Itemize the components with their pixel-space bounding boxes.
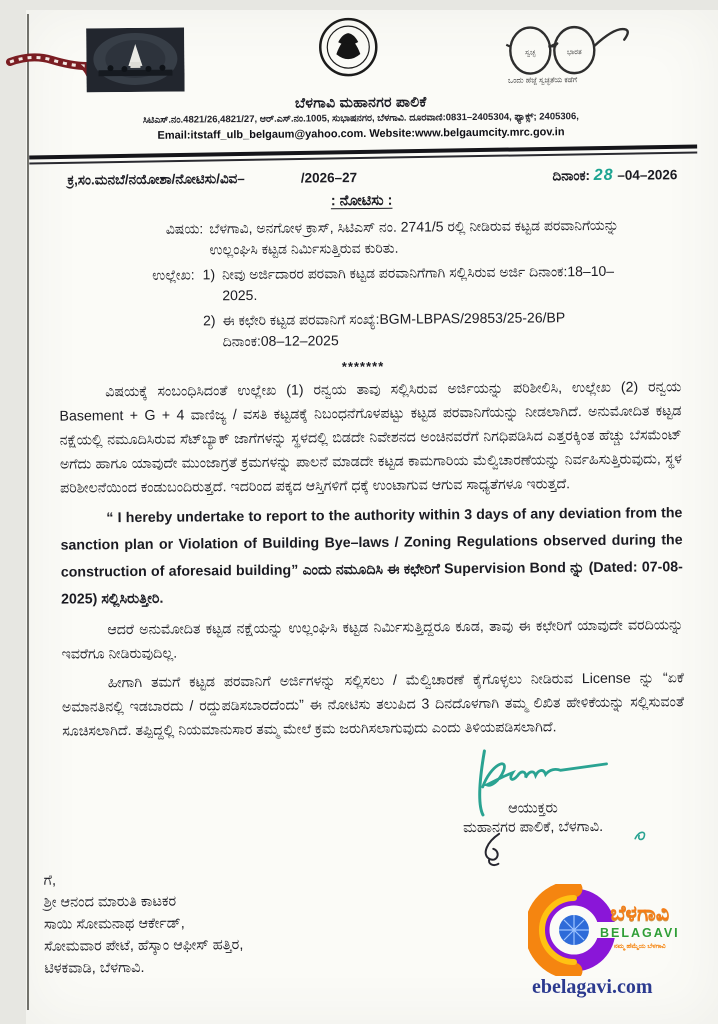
swachh-lens-right-label: ಭಾರತ [566,49,582,57]
body-paragraph-1: ವಿಷಯಕ್ಕೆ ಸಂಬಂಧಿಸಿದಂತೆ ಉಲ್ಲೇಖ (1) ರನ್ವಯ ತಾವು ಸಲ್ಲಿಸಿರುವ ಅರ್ಜಿಯನ್ನು ಪರಿಶೀಲಿಸಿ, ಉಲ್ಲೇಖ (2) ರನ್ವಯ Basement + G + 4 ವಾಣಿಜ್ಯ / ವಸತಿ ಕಟ್ಟಡಕ್ಕೆ ನಿಬಂಧನೆಗೊಳಪಟ್ಟು ಕಟ್ಟಡ ಪರವಾನಿಗೆಯನ್ನು ನೀಡಲಾಗಿದೆ. ಅನುಮೋದಿತ ಕಟ್ಟಡ ನಕ್ಷೆಯಲ್ಲಿ ನಮೂದಿಸಿರುವ ಸೆಟ್‌ಬ್ಯಾಕ್ ಜಾಗೆಗಳನ್ನು ಸ್ಥಳದಲ್ಲಿ ಬಿಡದೇ ನಿವೇಶನದ ಅಂಚಿನವರೆಗೆ ನಿಗಧಿಪಡಿಸಿದ ಎತ್ತರಕ್ಕಿಂತ ಹೆಚ್ಚು ಬೆಸಮೆಂಟ್ ಅಗೆದು ಹಾಗೂ ಯಾವುದೇ ಮುಂಜಾಗ್ರತೆ ಕ್ರಮಗಳನ್ನು ಪಾಲನೆ ಮಾಡದೇ ಕಟ್ಟಡ ಕಾಮಗಾರಿಯ ಮೆಲ್ವಿಚಾರಣೆಯನ್ನು ನಿರ್ವಹಿಸುತ್ತಿರುವುದು, ಸ್ಥಳ ಪರಿಶೀಲನೆಯಿಂದ ಕಂಡುಬಂದಿರುತ್ತದೆ. ಇದರಿಂದ ಪಕ್ಕದ ಆಸ್ತಿಗಳಿಗೆ ಧಕ್ಕೆ ಉಂಟಾಗುವ ಆಗುವ ಸಾಧ್ಯತೆಗಳೂ ಇರುತ್ತದೆ. [59,379,682,497]
reference-item-number: 1) [202,266,216,283]
addressee-line: ಟಿಳಕವಾಡಿ, ಬೆಳಗಾವಿ. [44,959,145,977]
addressee-line: ಸೋಮವಾರ ಪೇಟೆ, ಹೆಸ್ಕಾಂ ಆಫೀಸ್ ಹತ್ತಿರ, [44,937,244,955]
watermark-tagline: ನಮ್ಮ ಹೆಮ್ಮೆಯ ಬೆಳಗಾವಿ [614,943,666,950]
addressee-line: ಸಾಯಿ ಸೋಮನಾಥ ಆರ್ಕೇಡ್, [43,915,185,933]
org-address-line: ಸಿಟಿಎಸ್.ನಂ.4821/26,4821/27, ಆರ್.ಎಸ್.ನಂ.1005, ಸುಭಾಷನಗರ, ಬೆಳಗಾವಿ. ದೂರವಾಣಿ:0831–2405304, ಫ್ಯಾಕ್ಸ್; 2405306, [142,111,579,126]
watermark-site-url: ebelagavi.com [532,976,653,998]
reference-item-text: ಈ ಕಛೇರಿ ಕಟ್ಟಡ ಪರವಾನಿಗೆ ಸಂಖ್ಯೆ:BGM-LBPAS/29853/25-26/BP ದಿನಾಂಕ:08–12–2025 [222,309,565,350]
reference-item [203,261,623,307]
reference-label: ಉಲ್ಲೇಖ: [152,266,195,283]
subject-block [166,215,644,261]
notice-heading: : ನೋಟಿಸು : [330,192,393,210]
signer-designation: ಆಯುಕ್ತರು [507,800,558,817]
date-day-handwritten: 28 [593,166,614,184]
letterhead [30,13,691,151]
reference-block [152,260,693,353]
watermark-english-label: BELAGAVI [600,926,680,940]
org-title: ಬೆಳಗಾವಿ ಮಹಾನಗರ ಪಾಲಿಕೆ [294,93,427,111]
meta-row [67,166,677,189]
reference-item-text: ನೀವು ಅರ್ಜಿದಾರರ ಪರವಾಗಿ ಕಟ್ಟಡ ಪರವಾನಿಗೆಗಾಗಿ ಸಲ್ಲಿಸಿರುವ ಅರ್ಜಿ ದಿನಾಂಕ:18–10–2025. [222,262,615,304]
signer-office: ಮಹಾನಗರ ಪಾಲಿಕೆ, ಬೆಳಗಾವಿ. [403,818,663,836]
municipal-photo-emblem-icon [86,28,185,93]
ref-year: /2026–27 [300,170,358,186]
addressee-name: ಶ್ರೀ ಆನಂದ ಮಾರುತಿ ಕಾಟಕರ [43,893,177,911]
ref-number: ಕ್ರ,ಸಂ.ಮನಬೆ/ನಯೋಶಾ/ನೋಟಿಸು/ವಿವ– [67,171,245,188]
subject-text: ಬೆಳಗಾವಿ, ಅನಗೋಳ ಕ್ರಾಸ್, ಸಿಟಿಎಸ್ ನಂ. 2741/5 ರಲ್ಲಿ ನೀಡಿರುವ ಕಟ್ಟಡ ಪರವಾನಿಗೆಯನ್ನು ಉಲ್ಲಂಘಿಸಿ ಕಟ್ಟಡ ನಿರ್ಮಿಸುತ್ತಿರುವ ಕುರಿತು. [209,216,619,258]
addressee-salutation: ಗೆ, [43,872,57,889]
reference-item [203,307,623,353]
swachh-slogan-label: ಒಂದು ಹೆಜ್ಜೆ ಸ್ವಚ್ಛತೆಯ ಕಡೆಗೆ [507,75,578,85]
signature-flourish-icon [633,829,649,843]
swachh-spectacles-icon [504,20,633,89]
corporation-seal-icon [318,16,379,79]
body-paragraph-3: ಆದರೆ ಅನುಮೋದಿತ ಕಟ್ಟಡ ನಕ್ಷೆಯನ್ನು ಉಲ್ಲಂಘಿಸಿ ಕಟ್ಟಡ ನಿರ್ಮಿಸುತ್ತಿದ್ದರೂ ಕೂಡ, ತಾವು ಈ ಕಛೇರಿಗೆ ಯಾವುದೇ ವರದಿಯನ್ನು ಇವರೆಗೂ ನೀಡಿರುವುದಿಲ್ಲ. [61,617,684,663]
separator-stars: ******* [341,358,385,375]
date-label: ದಿನಾಂಕ: [552,167,591,184]
swachh-lens-left-label: ಸ್ವಚ್ಛ [525,49,536,57]
signature-doodle-icon [469,832,511,868]
document-content [30,13,698,980]
subject-label: ವಿಷಯ: [165,220,204,237]
ebelagavi-watermark [528,884,718,998]
body-paragraph-4: ಹೀಗಾಗಿ ತಮಗೆ ಕಟ್ಟಡ ಪರವಾನಿಗೆ ಅರ್ಜಿಗಳನ್ನು ಸಲ್ಲಿಸಲು / ಮೆಲ್ವಿಚಾರಣೆ ಕೈಗೊಳ್ಳಲು ನೀಡಿರುವ License ನ್ನು “ಏಕೆ ಅಮಾನತಿನಲ್ಲಿ ಇಡಬಾರದು / ರದ್ದುಪಡಿಸಬಾರದೆಂದು” ಈ ನೋಟಿಸು ತಲುಪಿದ 3 ದಿನದೊಳಗಾಗಿ ತಮ್ಮ ಲಿಖಿತ ಹೇಳಿಕೆಯನ್ನು ಸಲ್ಲಿಸುವಂತೆ ಸೂಚಿಸಲಾಗಿದೆ. ತಪ್ಪಿದ್ದಲ್ಲಿ ನಿಯಮಾನುಸಾರ ತಮ್ಮ ಮೇಲೆ ಕ್ರಮ ಜರುಗಿಸಲಾಗುವುದು ಎಂದು ತಿಳಿಯಪಡಿಸಲಾಗಿದೆ. [61,670,685,740]
signature-block [402,743,663,836]
reference-item-number: 2) [202,312,216,329]
notice-body [59,375,684,743]
body-paragraph-2-undertaking: “ I hereby undertake to report to the authority within 3 days of any deviation from the sanction plan or Violation of Building Bye–laws / Zoning Regulations observed during the construction of aforesaid building” ಎಂದು ನಮೂದಿಸಿ ಈ ಕಛೇರಿಗೆ Supervision Bond ನ್ನು (Dated: 07-08-2025) ಸಲ್ಲಿಸಿರುತ್ತೀರಿ. [60,505,683,608]
date-printed: –04–2026 [617,167,678,183]
org-contact-line: Email:itstaff_ulb_belgaum@yahoo.com. Website:www.belgaumcity.mrc.gov.in [157,126,565,142]
watermark-kannada-label: ಬೆಳಗಾವಿ [610,902,670,925]
